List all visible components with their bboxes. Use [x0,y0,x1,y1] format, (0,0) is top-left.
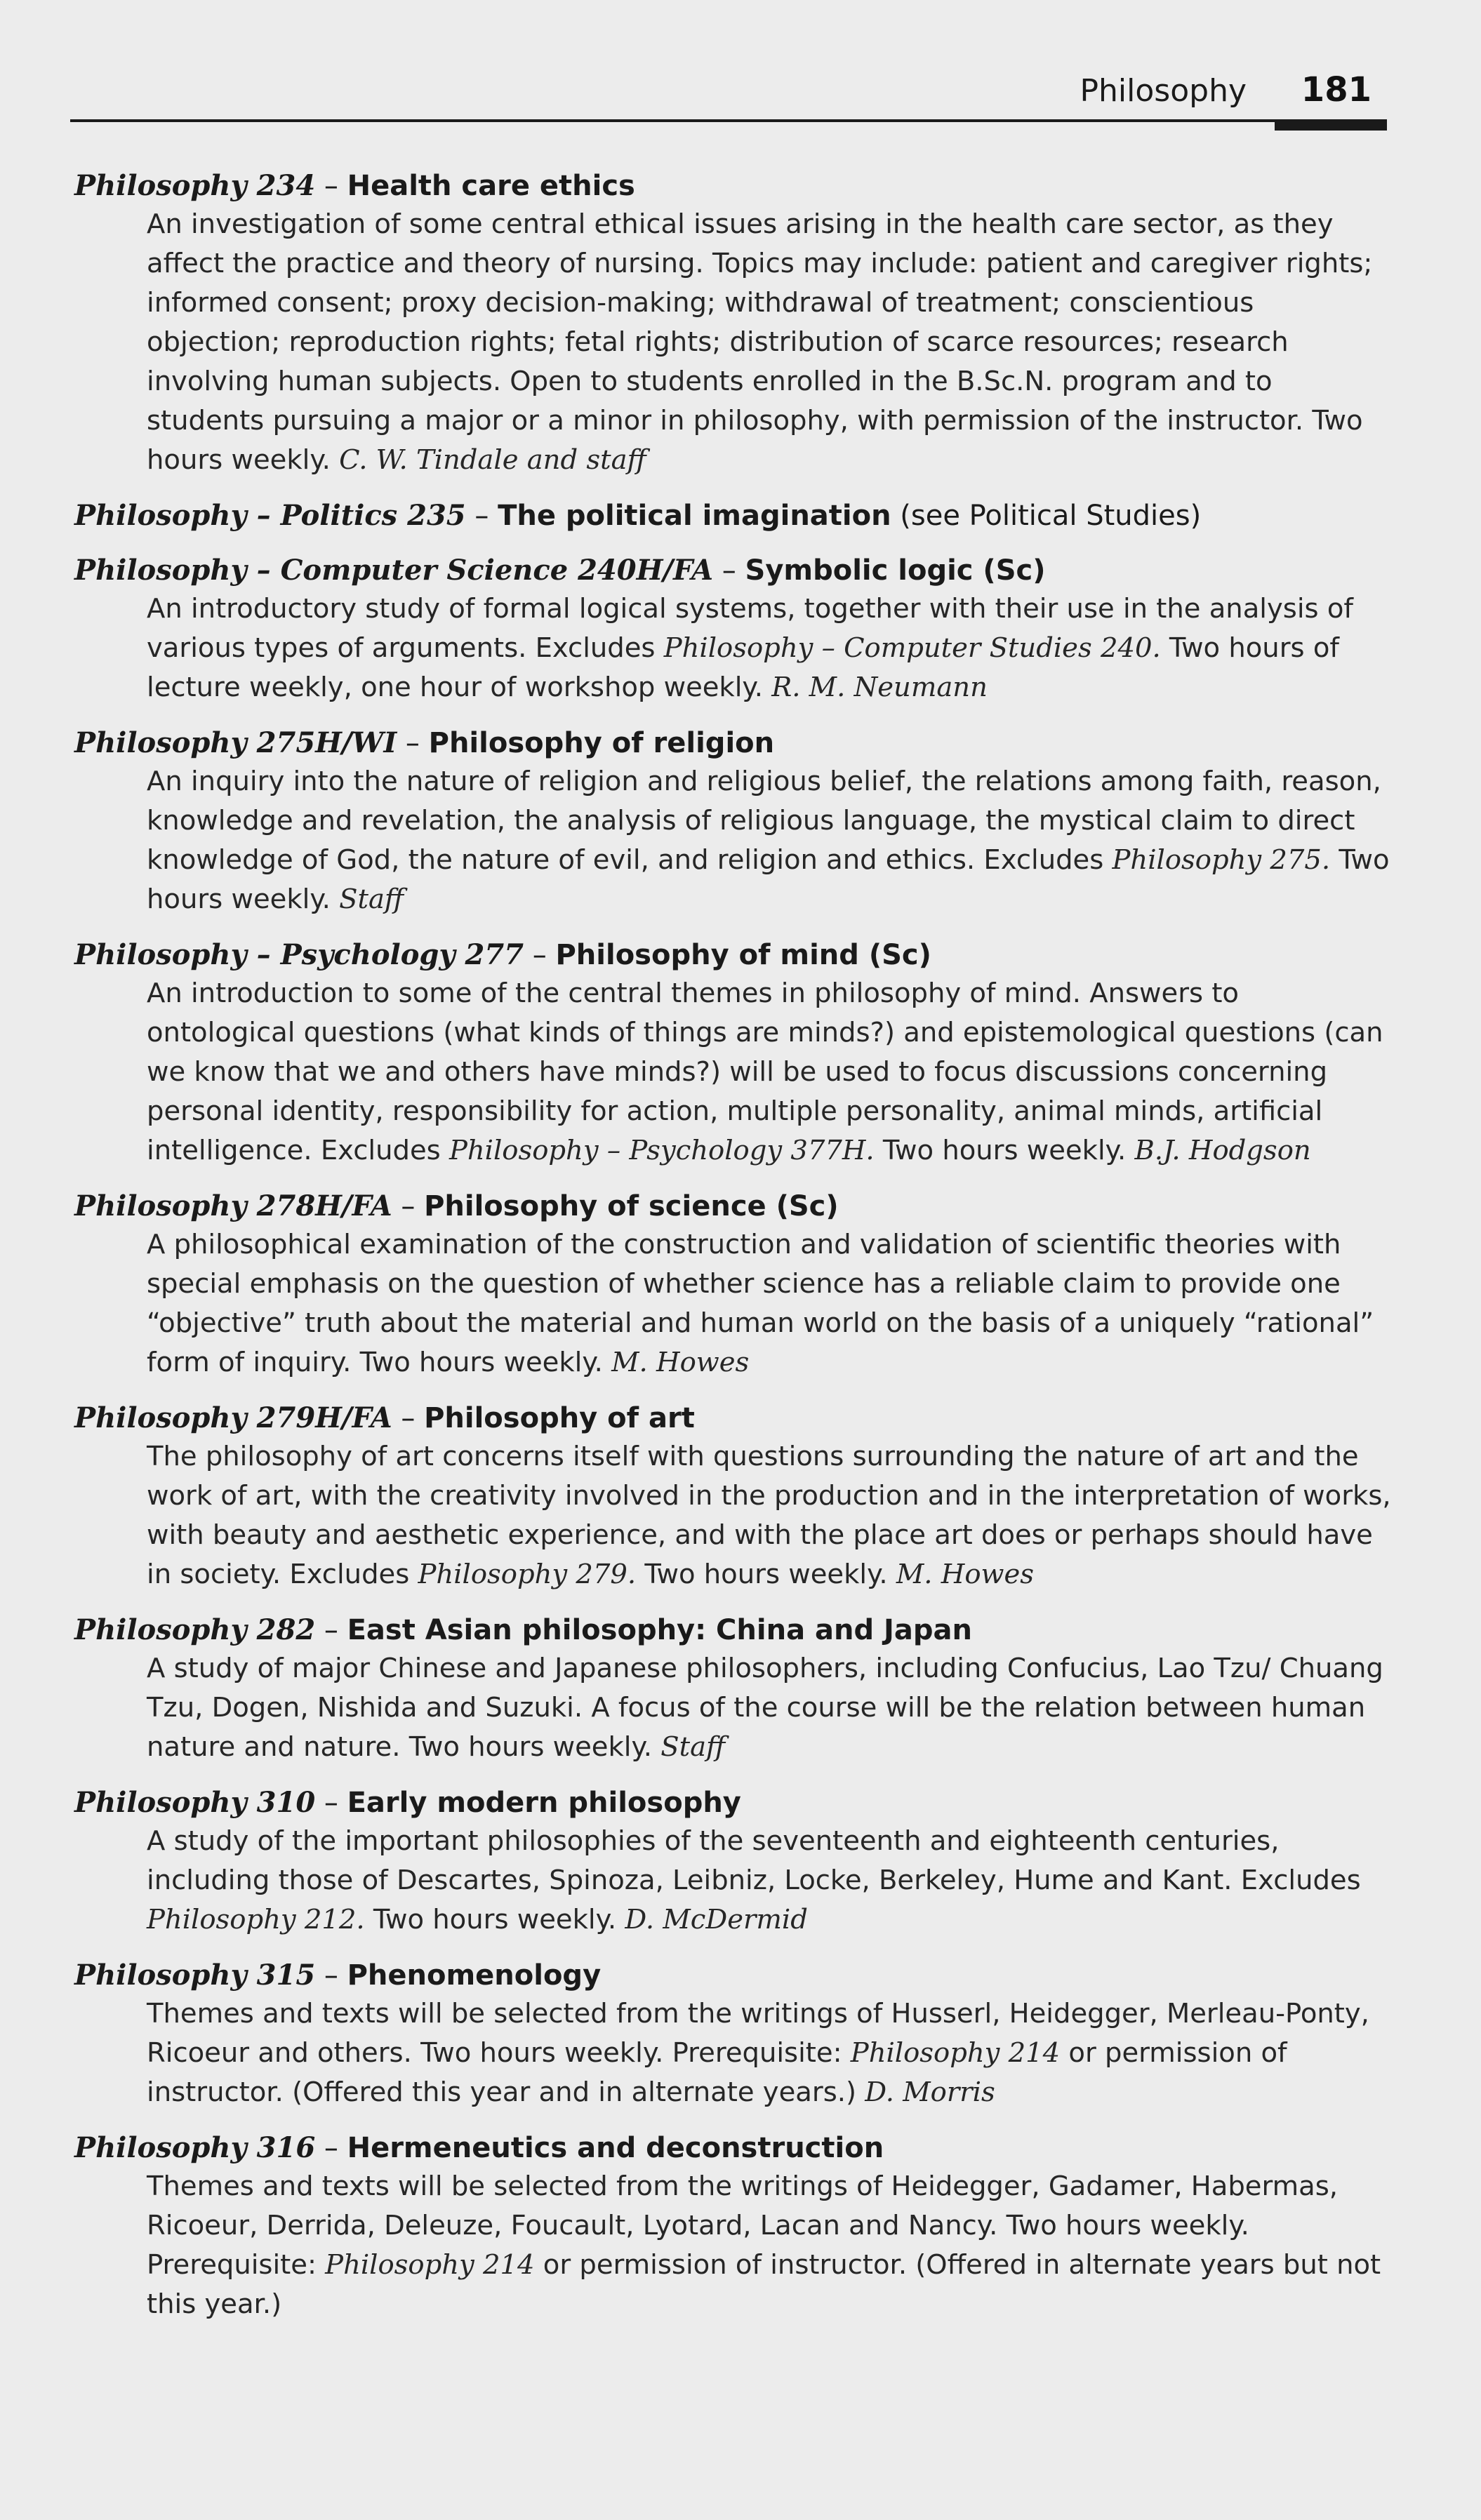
description-text: or permission of instructor. (Offered this year and in alternate years.) [147,2037,1287,2108]
header-tab-mark [1275,119,1387,131]
description-text: Two hours weekly. [364,1904,625,1935]
course-title: Philosophy of mind (Sc) [555,939,931,971]
course-heading: Philosophy 275H/WI – Philosophy of religion [74,726,775,759]
course-description [147,2167,1394,2324]
course-description [147,974,1394,1171]
italic-reference: M. Howes [896,1559,1035,1590]
course-code: Philosophy 282 [74,1613,316,1646]
description-text: An introductory study of formal logical systems, together with their use in the analysis of various types of arguments. Excludes [147,593,1353,664]
course-code: Philosophy 234 [74,169,316,202]
course-title: Philosophy of art [424,1402,695,1434]
course-description [147,1994,1394,2112]
course-heading: Philosophy – Politics 235 – The political imagination (see Political Studies) [74,499,1202,532]
description-text: A study of the important philosophies of the seventeenth and eighteenth centuries, including those of Descartes, Spinoza, Leibniz, Locke, Berkeley, Hume and Kant. Excludes [147,1825,1361,1896]
course-heading: Philosophy 278H/FA – Philosophy of science (Sc) [74,1189,839,1222]
italic-reference: Staff [339,884,404,915]
course-description [147,1649,1394,1767]
italic-reference: Philosophy 212. [147,1904,365,1935]
course-title: Philosophy of science (Sc) [424,1190,839,1222]
course-code: Philosophy 275H/WI [74,726,397,759]
italic-reference: Philosophy – Computer Studies 240. [663,632,1161,664]
course-heading: Philosophy – Psychology 277 – Philosophy of mind (Sc) [74,938,931,971]
course-code: Philosophy 315 [74,1959,316,1992]
description-text: A study of major Chinese and Japanese philosophers, including Confucius, Lao Tzu/ Chuang Tzu, Dogen, Nishida and Suzuki. A focus of the course will be the relation between human nature and nature. Two hours weekly. [147,1653,1383,1763]
italic-reference: Philosophy 279. [418,1559,637,1590]
description-text: An inquiry into the nature of religion and religious belief, the relations among faith, reason, knowledge and revelation, the analysis of religious language, the mystical claim to direct knowledge of God, the nature of evil, and religion and ethics. Excludes [147,766,1381,876]
course-heading: Philosophy 310 – Early modern philosophy [74,1786,741,1819]
course-entry [74,497,1394,535]
course-entry [74,724,1394,919]
course-code: Philosophy – Computer Science 240H/FA [74,554,714,587]
course-code: Philosophy 278H/FA [74,1189,392,1222]
course-description [147,762,1394,919]
course-title: Symbolic logic (Sc) [745,554,1046,587]
course-description [147,1437,1394,1594]
description-text: Themes and texts will be selected from the writings of Husserl, Heidegger, Merleau-Ponty, Ricoeur and others. Two hours weekly. Prerequisite: [147,1998,1369,2069]
course-heading: Philosophy 282 – East Asian philosophy: China and Japan [74,1613,972,1646]
italic-reference: Philosophy 214 [325,2249,535,2281]
course-title: The political imagination [498,500,891,532]
description-text: A philosophical examination of the construction and validation of scientific theories with special emphasis on the question of whether science has a reliable claim to provide one “objective” truth about the material and human world on the basis of a uniquely “rational” form of inquiry. Two hours weekly. [147,1229,1374,1378]
course-entry [74,167,1394,480]
course-entry [74,1611,1394,1767]
course-description [147,1225,1394,1382]
italic-reference: Staff [660,1731,726,1763]
description-text: Two hours weekly. [874,1135,1135,1166]
course-title: Phenomenology [347,1959,602,1992]
course-title: East Asian philosophy: China and Japan [347,1614,972,1646]
italic-reference: B.J. Hodgson [1134,1135,1311,1166]
running-head: Philosophy [1080,73,1247,109]
course-heading: Philosophy 316 – Hermeneutics and deconstruction [74,2131,884,2164]
course-entry [74,2129,1394,2324]
page-header [70,67,1387,124]
course-entry [74,1956,1394,2112]
course-entry [74,1187,1394,1382]
header-rule [70,119,1387,122]
italic-reference: C. W. Tindale and staff [339,444,646,476]
course-code: Philosophy – Psychology 277 [74,938,524,971]
italic-reference: Philosophy – Psychology 377H. [449,1135,875,1166]
course-title: Early modern philosophy [347,1787,741,1819]
course-entry [74,552,1394,707]
description-text: or permission of instructor. (Offered in alternate years but not this year.) [147,2249,1381,2320]
italic-reference: R. M. Neumann [771,672,988,703]
course-code: Philosophy – Politics 235 [74,499,466,532]
description-text: Two hours of lecture weekly, one hour of workshop weekly. [147,632,1339,703]
course-entry [74,1399,1394,1594]
description-text: An introduction to some of the central themes in philosophy of mind. Answers to ontological questions (what kinds of things are minds?) and epistemological questions (can we know that we and others have minds?) will be used to focus discussions concerning personal identity, responsibility for action, multiple personality, animal minds, artificial intelligence. Excludes [147,978,1383,1166]
italic-reference: Philosophy 275. [1112,844,1331,876]
course-heading: Philosophy – Computer Science 240H/FA – Symbolic logic (Sc) [74,554,1046,587]
description-text: Themes and texts will be selected from the writings of Heidegger, Gadamer, Habermas, Ricoeur, Derrida, Deleuze, Foucault, Lyotard, Lacan and Nancy. Two hours weekly. Prerequisite: [147,2171,1339,2281]
page-number: 181 [1301,70,1372,109]
course-entry [74,936,1394,1171]
course-description [147,205,1394,480]
course-heading: Philosophy 234 – Health care ethics [74,169,635,202]
course-title: Philosophy of religion [428,727,775,759]
course-title: Health care ethics [347,170,635,202]
description-text: Two hours weekly. [636,1559,896,1590]
course-list [74,167,1394,2341]
description-text: Two hours weekly. [147,844,1390,915]
course-heading: Philosophy 279H/FA – Philosophy of art [74,1401,695,1434]
course-title: Hermeneutics and deconstruction [347,2132,884,2164]
italic-reference: D. McDermid [625,1904,808,1935]
description-text: The philosophy of art concerns itself with questions surrounding the nature of art and the work of art, with the creativity involved in the production and in the interpretation of works, with beauty and aesthetic experience, and with the place art does or perhaps should have in society. Excludes [147,1441,1391,1590]
course-code: Philosophy 279H/FA [74,1401,392,1434]
italic-reference: M. Howes [611,1347,750,1378]
italic-reference: D. Morris [865,2076,995,2108]
course-note: (see Political Studies) [891,500,1202,532]
course-code: Philosophy 316 [74,2131,316,2164]
course-entry [74,1784,1394,1940]
course-description [147,589,1394,707]
course-code: Philosophy 310 [74,1786,316,1819]
italic-reference: Philosophy 214 [850,2037,1061,2069]
description-text: An investigation of some central ethical issues arising in the health care sector, as they affect the practice and theory of nursing. Topics may include: patient and caregiver rights; informed consent; proxy decision-making; withdrawal of treatment; conscientious objection; reproduction rights; fetal rights; distribution of scarce resources; research involving human subjects. Open to students enrolled in the B.Sc.N. program and to students pursuing a major or a minor in philosophy, with permission of the instructor. Two hours weekly. [147,208,1373,476]
course-description [147,1822,1394,1940]
course-heading: Philosophy 315 – Phenomenology [74,1959,602,1992]
